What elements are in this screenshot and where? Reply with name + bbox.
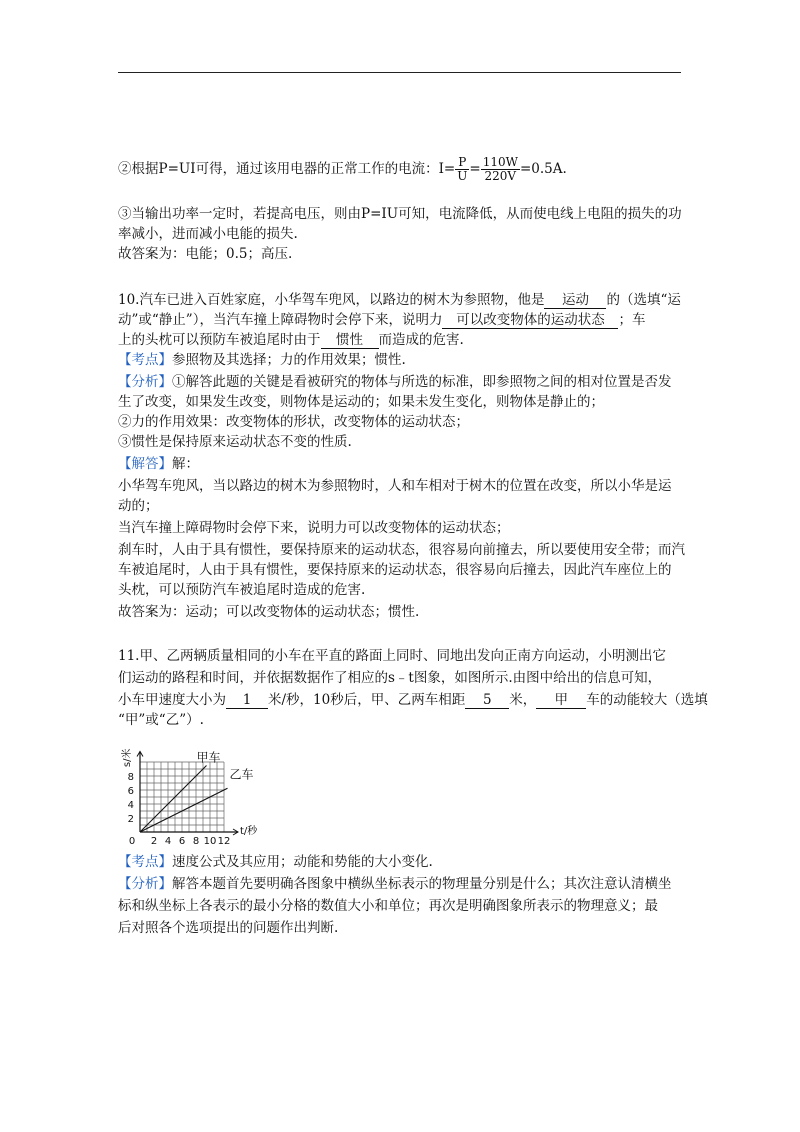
x-tick-label: 4 bbox=[164, 836, 172, 847]
x-tick-label: 6 bbox=[178, 836, 186, 847]
text-line: ③当输出功率一定时，若提高电压，则由P=IU可知，电流降低，从而使电线上电阻的损失的功 bbox=[118, 206, 682, 222]
answer-blank: 5 bbox=[465, 692, 509, 709]
fraction-denominator: U bbox=[457, 169, 468, 183]
jieda-line bbox=[118, 454, 199, 474]
equals-sign: = bbox=[469, 161, 481, 177]
x-tick-label: 8 bbox=[192, 836, 200, 847]
question-text: 10.汽车已进入百姓家庭，小华驾车兜风，以路边的树木为参照物，他是 bbox=[118, 292, 545, 308]
jieda-text: 解： bbox=[172, 456, 199, 472]
jieda-tag: 【解答】 bbox=[118, 456, 172, 472]
question-text: 上的头枕可以预防车被追尾时由于 bbox=[118, 332, 321, 348]
y-tick-label: 2 bbox=[127, 814, 134, 825]
answer-blank: 可以改变物体的运动状态 bbox=[442, 312, 618, 329]
series-label: 乙车 bbox=[229, 767, 254, 782]
jieda-line: 动的； bbox=[118, 498, 159, 514]
question-11-line: 11.甲、乙两辆质量相同的小车在平直的路面上同时、同地出发向正南方向运动，小明测出它 bbox=[118, 648, 666, 664]
kaodian-tag: 【考点】 bbox=[118, 854, 172, 870]
fenxi-line: 标和纵坐标上各表示的最小分格的数值大小和单位；再次是明确图象所表示的物理意义；最 bbox=[118, 898, 658, 914]
origin-label: 0 bbox=[128, 836, 136, 847]
x-tick-label: 10 bbox=[203, 836, 217, 847]
question-text: 小车甲速度大小为 bbox=[118, 692, 226, 708]
x-tick-label: 2 bbox=[150, 836, 158, 847]
fenxi-tag: 【分析】 bbox=[118, 876, 172, 892]
question-text: 的（选填“运 bbox=[606, 292, 681, 308]
jieda-line: 车被追尾时，人由于具有惯性，要保持原来的运动状态，很容易向后撞去，因此汽车座位上的 bbox=[118, 562, 672, 578]
current-calc-line bbox=[118, 156, 567, 183]
fenxi-line: ②力的作用效果：改变物体的形状，改变物体的运动状态； bbox=[118, 414, 469, 430]
y-tick-label: 4 bbox=[127, 800, 134, 811]
series-label: 甲车 bbox=[196, 750, 221, 765]
question-text: 车的动能较大（选填 bbox=[586, 692, 708, 708]
calc-result: =0.5A. bbox=[519, 161, 567, 177]
series-line bbox=[140, 766, 207, 833]
s-t-graph bbox=[118, 728, 293, 848]
kaodian-line bbox=[118, 852, 433, 872]
fraction-values bbox=[481, 156, 520, 183]
y-tick-label: 6 bbox=[127, 786, 134, 797]
jieda-line: 小华驾车兜风，当以路边的树木为参照物时，人和车相对于树木的位置在改变，所以小华是运 bbox=[118, 478, 672, 494]
answer-blank: 1 bbox=[226, 692, 268, 709]
answer-line: 故答案为：电能；0.5；高压. bbox=[118, 246, 293, 262]
x-axis-label: t/秒 bbox=[240, 826, 258, 837]
kaodian-text: 参照物及其选择；力的作用效果；惯性. bbox=[172, 352, 406, 368]
fenxi-line: ③惯性是保持原来运动状态不变的性质. bbox=[118, 434, 352, 450]
fenxi-line bbox=[118, 372, 672, 392]
fenxi-tag: 【分析】 bbox=[118, 374, 172, 390]
s-t-chart-svg bbox=[118, 728, 293, 848]
fraction-p-over-u bbox=[455, 156, 469, 183]
question-text: 米/秒，10秒后，甲、乙两车相距 bbox=[268, 692, 466, 708]
fenxi-text: ①解答此题的关键是看被研究的物体与所选的标准，即参照物之间的相对位置是否发 bbox=[172, 374, 672, 390]
answer-line: 故答案为：运动；可以改变物体的运动状态；惯性. bbox=[118, 604, 420, 620]
y-tick-label: 8 bbox=[127, 772, 134, 783]
fenxi-line bbox=[118, 874, 672, 894]
question-11-line: “甲”或“乙”）. bbox=[118, 712, 204, 728]
fraction-numerator: P bbox=[455, 156, 469, 170]
fraction-numerator: 110W bbox=[482, 155, 518, 169]
kaodian-line bbox=[118, 350, 406, 370]
answer-blank: 甲 bbox=[536, 692, 586, 709]
fenxi-text: 解答本题首先要明确各图象中横纵坐标表示的物理量分别是什么；其次注意认清横坐 bbox=[172, 876, 672, 892]
x-tick-label: 12 bbox=[217, 836, 231, 847]
question-11-line bbox=[118, 690, 708, 710]
y-axis-label: s/米 bbox=[122, 748, 133, 768]
jieda-line: 当汽车撞上障碍物时会停下来，说明力可以改变物体的运动状态； bbox=[118, 520, 510, 536]
question-10-line bbox=[118, 290, 681, 310]
question-11-line: 们运动的路程和时间，并依据数据作了相应的s﹣t图象，如图所示.由图中给出的信息可知， bbox=[118, 670, 662, 686]
question-text: 动”或“静止”），当汽车撞上障碍物时会停下来，说明力 bbox=[118, 312, 443, 328]
question-10-line bbox=[118, 330, 464, 350]
calc-text: ②根据P=UI可得，通过该用电器的正常工作的电流：I= bbox=[118, 161, 456, 177]
fenxi-line: 生了改变，如果发生改变，则物体是运动的；如果未发生变化，则物体是静止的； bbox=[118, 394, 604, 410]
question-text: 米， bbox=[509, 692, 537, 708]
fenxi-line: 后对照各个选项提出的问题作出判断. bbox=[118, 920, 339, 936]
answer-blank: 惯性 bbox=[321, 332, 379, 349]
jieda-line: 刹车时，人由于具有惯性，要保持原来的运动状态，很容易向前撞去，所以要使用安全带；而汽 bbox=[118, 542, 685, 558]
question-text: ；车 bbox=[618, 312, 646, 328]
answer-blank: 运动 bbox=[544, 292, 606, 309]
kaodian-text: 速度公式及其应用；动能和势能的大小变化. bbox=[172, 854, 433, 870]
fraction-denominator: 220V bbox=[484, 169, 517, 183]
kaodian-tag: 【考点】 bbox=[118, 352, 172, 368]
question-10-line bbox=[118, 310, 645, 330]
text-line: 率减小，进而减小电能的损失. bbox=[118, 226, 298, 242]
header-rule bbox=[118, 72, 681, 73]
jieda-line: 头枕，可以预防汽车被追尾时造成的危害. bbox=[118, 582, 366, 598]
series-line bbox=[140, 788, 228, 832]
question-text: 而造成的危害. bbox=[378, 332, 464, 348]
